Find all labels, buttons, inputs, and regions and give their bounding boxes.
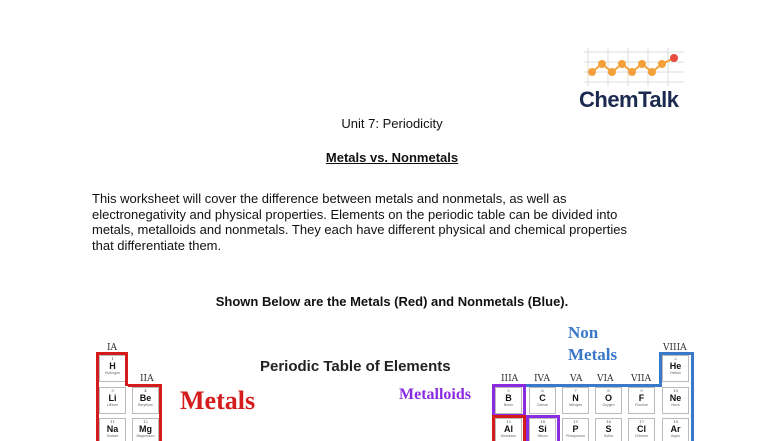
- element-n: [562, 387, 589, 414]
- atomic-number: 7: [574, 388, 577, 393]
- atomic-number: 3: [111, 388, 114, 393]
- element-name: Carbon: [536, 403, 549, 407]
- element-symbol: Ar: [670, 424, 681, 434]
- element-na: [99, 418, 126, 441]
- atomic-number: 17: [638, 419, 645, 424]
- element-o: [595, 387, 622, 414]
- metalloids-label: Metalloids: [399, 386, 471, 403]
- metals-border-top: [96, 352, 128, 386]
- nonmetals-border-top: [525, 384, 662, 387]
- group-label-via: VIA: [597, 374, 614, 384]
- nonmetals-label: [568, 322, 617, 366]
- element-name: Chlorine: [634, 434, 649, 438]
- metalloid-border-si: [526, 415, 560, 441]
- element-symbol: Mg: [139, 424, 152, 434]
- group-label-viia: VIIA: [631, 374, 652, 384]
- element-symbol: O: [604, 393, 612, 403]
- group-label-ia: IA: [107, 343, 118, 353]
- element-be: [132, 387, 159, 414]
- atomic-number: 16: [605, 419, 612, 424]
- worksheet-title: Metals vs. Nonmetals: [325, 150, 459, 165]
- metals-border-right: [159, 384, 162, 441]
- element-name: Argon: [670, 434, 681, 438]
- metalloid-border-b: [492, 384, 526, 417]
- element-symbol: H: [109, 361, 116, 371]
- element-mg: [132, 418, 159, 441]
- group-label-iiia: IIIA: [501, 374, 519, 384]
- group-label-viiia: VIIIA: [663, 343, 687, 353]
- element-c: [529, 387, 556, 414]
- element-name: Aluminum: [500, 434, 517, 438]
- atomic-number: 11: [109, 419, 116, 424]
- element-symbol: Be: [139, 393, 152, 403]
- element-cl: [628, 418, 655, 441]
- metals-border-step: [128, 384, 162, 387]
- atomic-number: 12: [142, 419, 149, 424]
- atomic-number: 9: [640, 388, 643, 393]
- periodic-table-figure: [94, 312, 704, 441]
- element-symbol: N: [572, 393, 579, 403]
- element-name: Phosphorus: [566, 434, 585, 438]
- element-p: [562, 418, 589, 441]
- element-name: Sodium: [106, 434, 119, 438]
- element-symbol: Ne: [669, 393, 682, 403]
- metal-border-al: [492, 415, 526, 441]
- element-name: Oxygen: [602, 403, 615, 407]
- element-name: Neon: [671, 403, 680, 407]
- element-symbol: F: [638, 393, 645, 403]
- element-symbol: P: [572, 424, 579, 434]
- nonmetals-border-right: [659, 352, 694, 441]
- element-name: Lithium: [106, 403, 119, 407]
- element-symbol: B: [505, 393, 512, 403]
- figure-caption: Shown Below are the Metals (Red) and Nonmetals (Blue).: [215, 294, 569, 309]
- element-s: [595, 418, 622, 441]
- element-symbol: Al: [504, 424, 513, 434]
- metals-label: Metals: [180, 386, 256, 415]
- atomic-number: 4: [144, 388, 147, 393]
- atomic-number: 1: [111, 356, 114, 361]
- unit-heading: Unit 7: Periodicity: [341, 116, 443, 131]
- group-label-iia: IIA: [140, 374, 154, 384]
- element-name: Helium: [670, 371, 681, 375]
- intro-line: that differentiate them.: [92, 237, 222, 253]
- molecule-icon: [578, 46, 690, 88]
- intro-line: metals, metalloids and nonmetals. They each have different physical and chemical properties: [92, 222, 627, 237]
- group-label-iva: IVA: [534, 374, 550, 384]
- element-symbol: Na: [106, 424, 119, 434]
- intro-paragraph: [92, 191, 692, 253]
- atomic-number: 5: [507, 388, 510, 393]
- nonmetals-label-line2: Metals: [568, 345, 618, 364]
- element-f: [628, 387, 655, 414]
- atomic-number: 6: [541, 388, 544, 393]
- element-name: Fluorine: [635, 403, 648, 407]
- element-name: Magnesium: [136, 434, 155, 438]
- element-name: Nitrogen: [568, 403, 583, 407]
- atomic-number: 18: [672, 419, 679, 424]
- element-name: Silicon: [537, 434, 548, 438]
- atomic-number: 14: [539, 419, 546, 424]
- element-symbol: C: [539, 393, 546, 403]
- element-li: [99, 387, 126, 414]
- intro-line: electronegativity and physical properties. Elements on the periodic table can be divided into: [92, 206, 618, 222]
- atomic-number: 10: [672, 388, 679, 393]
- element-symbol: Cl: [637, 424, 646, 434]
- element-symbol: Li: [108, 393, 117, 403]
- element-name: Boron: [503, 403, 514, 407]
- metals-border-left: [96, 384, 99, 441]
- atomic-number: 8: [607, 388, 610, 393]
- element-name: Hydrogen: [104, 371, 121, 375]
- nonmetals-label-line1: Non: [568, 323, 599, 342]
- element-name: Sulfur: [603, 434, 614, 438]
- atomic-number: 13: [505, 419, 512, 424]
- element-symbol: Si: [538, 424, 547, 434]
- intro-line: This worksheet will cover the difference between metals and nonmetals, as well as: [92, 191, 567, 206]
- chemtalk-logo: [578, 46, 690, 112]
- element-symbol: S: [605, 424, 612, 434]
- logo-text: ChemTalk: [579, 87, 679, 112]
- periodic-table-title: Periodic Table of Elements: [260, 358, 451, 375]
- atomic-number: 2: [674, 356, 677, 361]
- element-name: Beryllium: [138, 403, 153, 407]
- nonmetals-border-upper-left: [659, 352, 662, 387]
- atomic-number: 15: [572, 419, 579, 424]
- element-symbol: He: [669, 361, 682, 371]
- group-label-va: VA: [570, 374, 583, 384]
